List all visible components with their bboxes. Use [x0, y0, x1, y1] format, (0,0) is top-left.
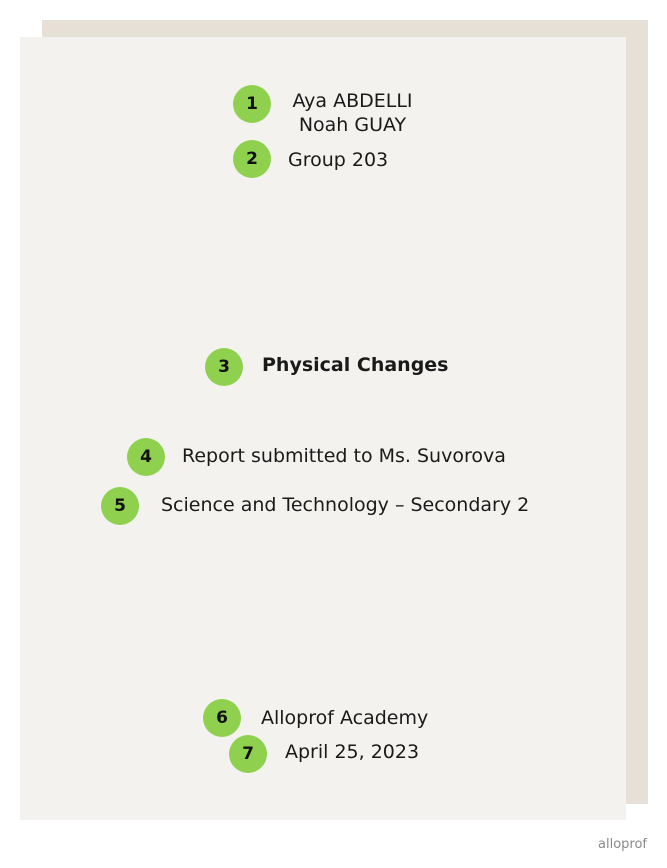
school-name: Alloprof Academy: [261, 707, 429, 729]
number-badge-3: 3: [205, 348, 243, 386]
number-badge-7: 7: [229, 735, 267, 773]
cover-page: [20, 37, 626, 820]
student-name-2: Noah GUAY: [298, 114, 407, 136]
group-number: Group 203: [288, 149, 389, 171]
submission-date: April 25, 2023: [285, 741, 420, 763]
number-badge-4: 4: [127, 438, 165, 476]
student-name-1: Aya ABDELLI: [292, 90, 413, 112]
number-badge-1: 1: [233, 85, 271, 123]
alloprof-logo: alloprof: [598, 837, 647, 852]
number-badge-2: 2: [233, 140, 271, 178]
number-badge-5: 5: [101, 487, 139, 525]
report-title: Physical Changes: [262, 354, 449, 376]
number-badge-6: 6: [203, 699, 241, 737]
course-line: Science and Technology – Secondary 2: [161, 494, 530, 516]
teacher-line: Report submitted to Ms. Suvorova: [182, 445, 506, 467]
